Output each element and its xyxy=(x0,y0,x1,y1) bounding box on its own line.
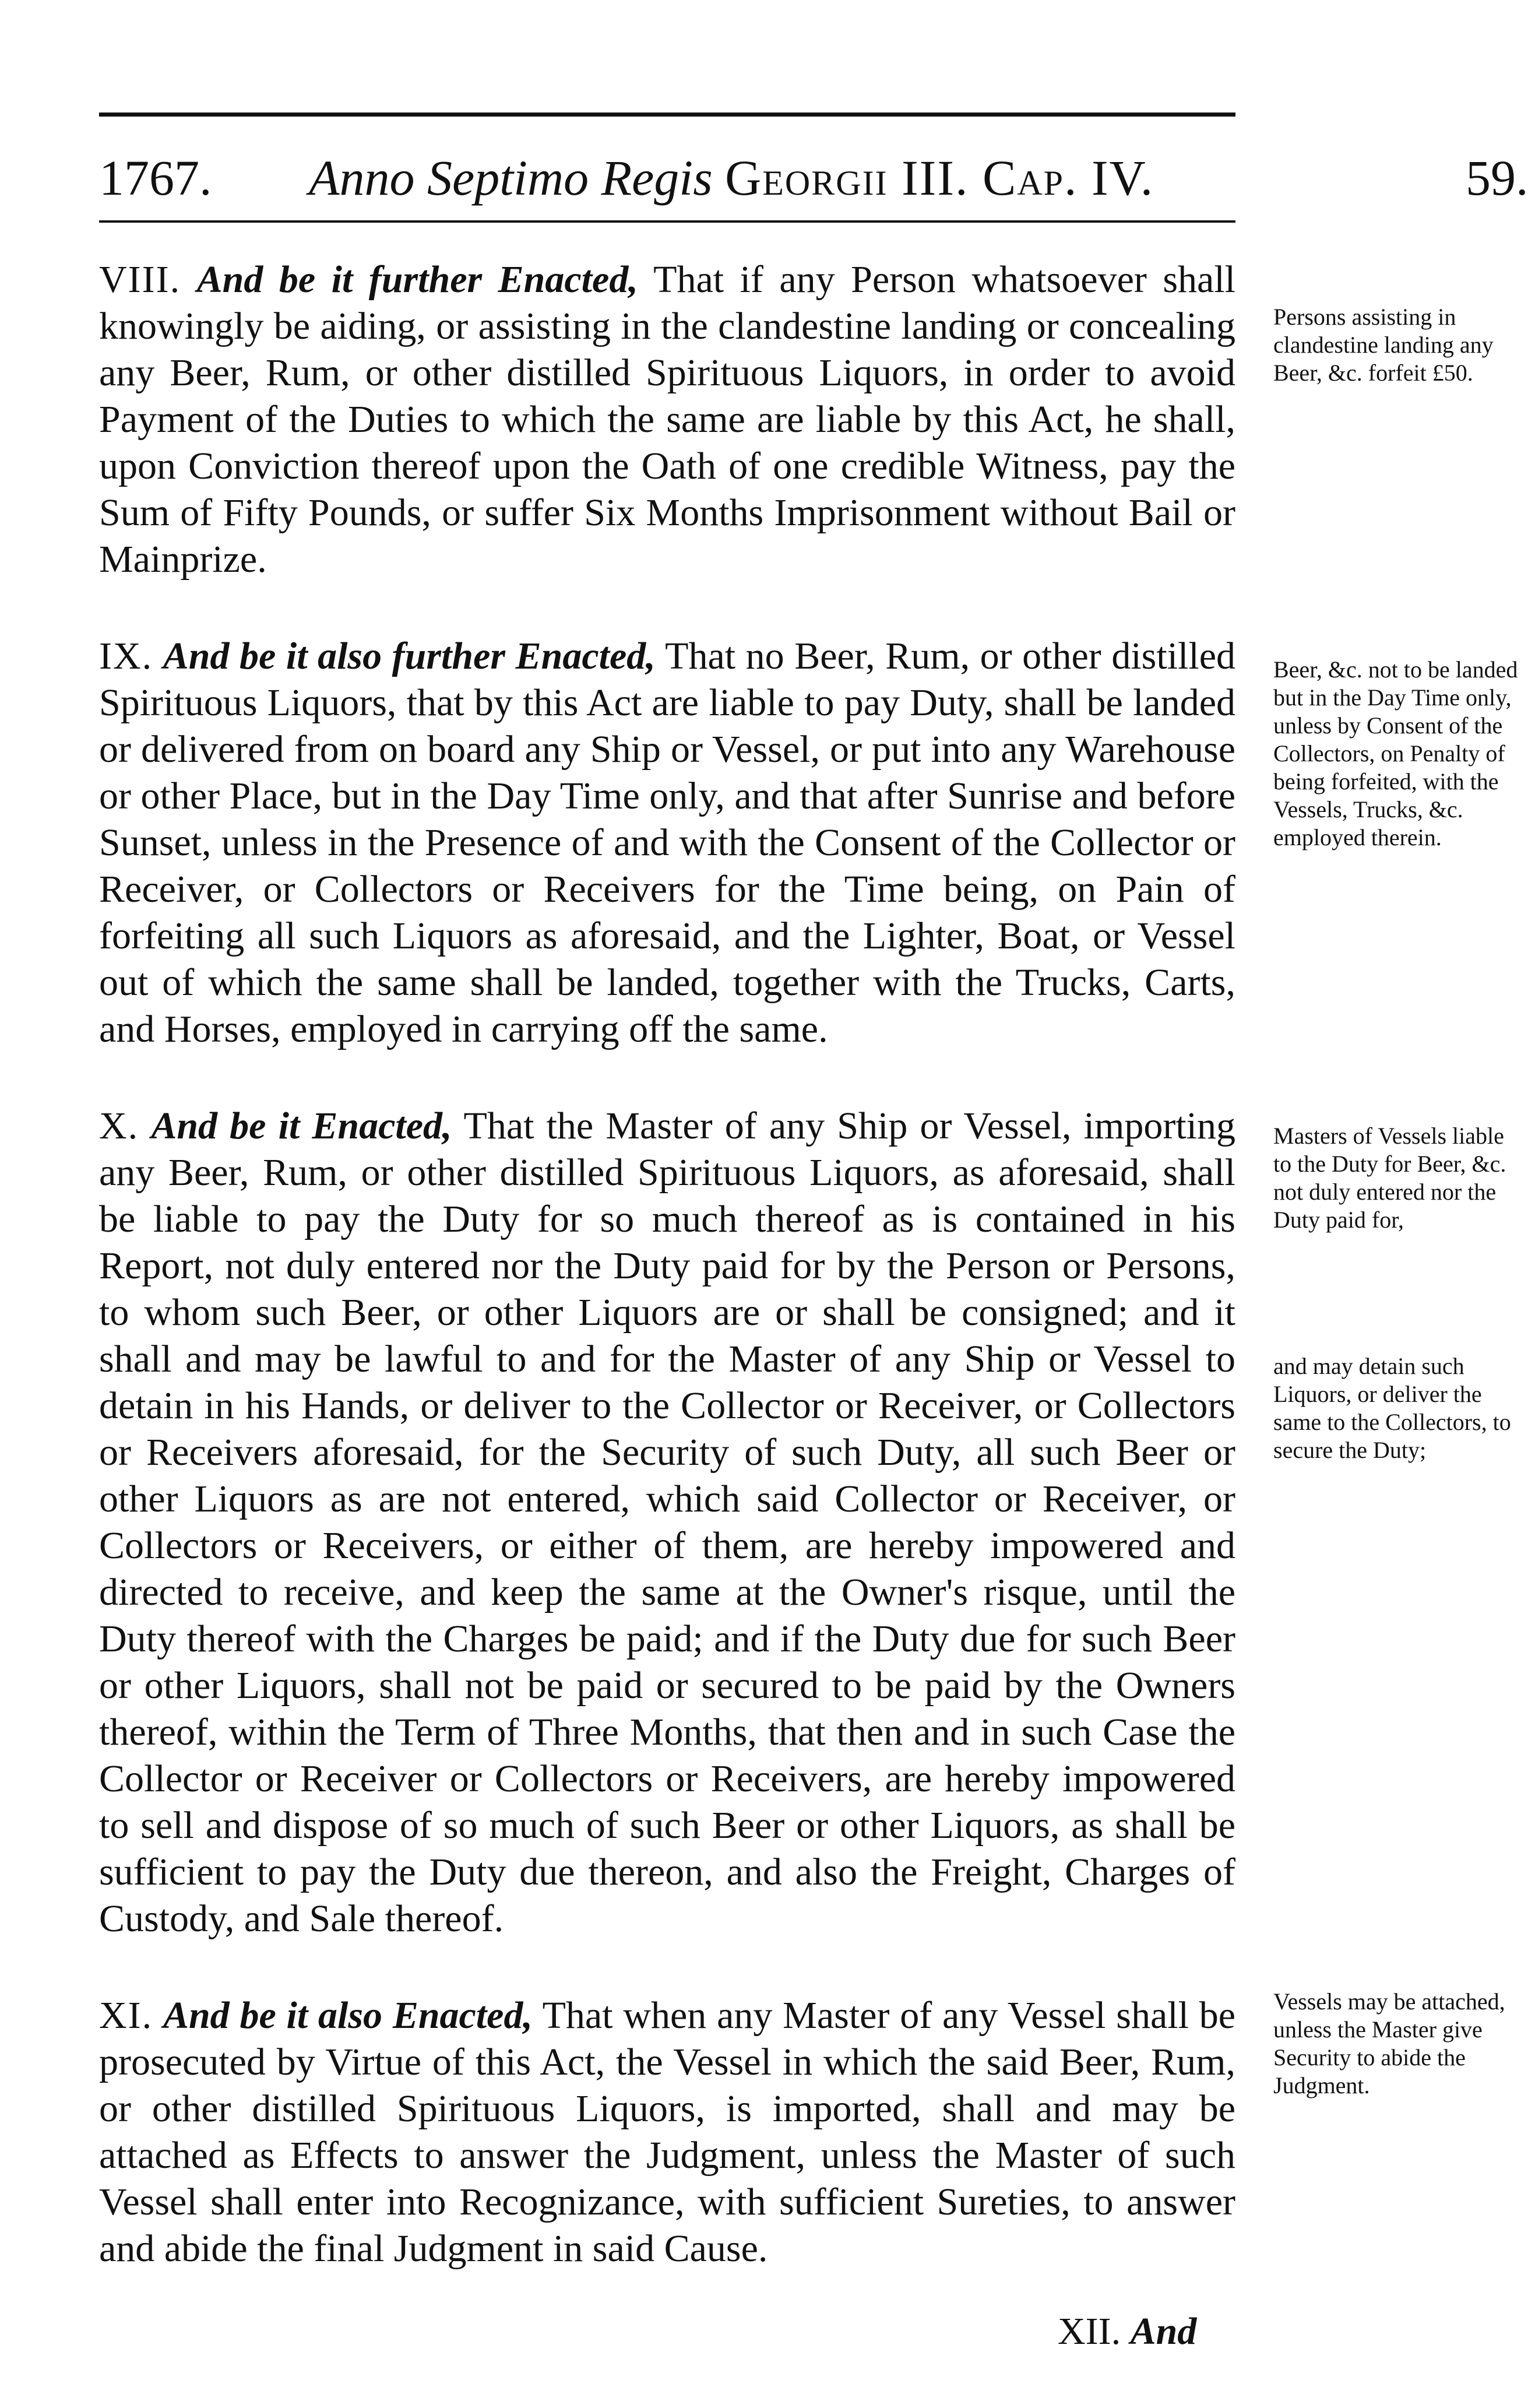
section-text: That when any Master of any Vessel shall be prosecuted by Virtue of this Act, the Vessel in which the said Beer, Rum, or other distilled Spirituous Liquors, is imported, shall and may be attached as Effects to answer the Judgment, unless the Master of such Vessel shall enter into Recognizance, with sufficient Sureties, to answer and abide the final Judgment in said Cause. xyxy=(99,1994,1236,2270)
enacting-clause: And be it also Enacted, xyxy=(163,1994,533,2037)
margin-note-x-detain: and may detain such Liquors, or deliver the same to the Collectors, to secure the Duty; xyxy=(1273,1353,1511,1463)
running-title xyxy=(309,146,1154,210)
catchword-word: And xyxy=(1130,2310,1197,2353)
enacting-clause: And be it further Enacted, xyxy=(196,258,638,301)
margin-note-ix: Beer, &c. not to be landed but in the Day Time only, unless by Consent of the Collectors, on Penalty of being forfeited, with the Vessels, Trucks, &c. employed therein. xyxy=(1273,656,1518,850)
section-text: That no Beer, Rum, or other distilled Spirituous Liquors, that by this Act are liable to pay Duty, shall be landed or delivered from on board any Ship or Vessel, or put into any Warehouse or other Place, but in the Day Time only, and that after Sunrise and before Sunset, unless in the Presence of and with the Consent of the Collector or Receiver, or Collectors or Receivers for the Time being, on Pain of forfeiting all such Liquors as aforesaid, and the Lighter, Boat, or Vessel out of which the same shall be landed, together with the Trucks, Carts, and Horses, employed in carrying off the same. xyxy=(99,635,1236,1050)
catchword xyxy=(1058,2308,1196,2355)
section-xi xyxy=(99,1992,1235,2272)
margin-note-viii: Persons assisting in clandestine landing any Beer, &c. forfeit £50. xyxy=(1273,304,1494,386)
margin-note-x-liability: Masters of Vessels liable to the Duty for Beer, &c. not duly entered nor the Duty paid for, xyxy=(1273,1123,1506,1233)
header-year: 1767. xyxy=(99,150,212,206)
section-x xyxy=(99,1103,1235,1942)
section-text: That the Master of any Ship or Vessel, importing any Beer, Rum, or other distilled Spirituous Liquors, as aforesaid, shall be liable to pay the Duty for so much thereof as is contained in his Report, not duly entered nor the Duty paid for by the Person or Persons, to whom such Beer, or other Liquors are or shall be consigned; and it shall and may be lawful to and for the Master of any Ship or Vessel to detain in his Hands, or deliver to the Collector or Receiver, or Collectors or Receivers aforesaid, for the Security of such Duty, all such Beer or other Liquors as are not entered, which said Collector or Receiver, or Collectors or Receivers, or either of them, are hereby impowered and directed to receive, and keep the same at the Owner's risque, until the Duty thereof with the Charges be paid; and if the Duty due for such Beer or other Liquors, shall not be paid or secured to be paid by the Owners thereof, within the Term of Three Months, that then and in such Case the Collector or Receiver or Collectors or Receivers, are hereby impowered to sell and dispose of so much of such Beer or other Liquors, as shall be sufficient to pay the Duty due thereon, and also the Freight, Charges of Custody, and Sale thereof. xyxy=(99,1105,1236,1940)
page-header xyxy=(99,146,1527,210)
section-number: VIII. xyxy=(99,258,181,301)
section-number: XI. xyxy=(99,1994,153,2037)
section-viii xyxy=(99,256,1235,583)
statute-body xyxy=(99,256,1235,2272)
section-text: That if any Person whatsoever shall knowingly be aiding, or assisting in the clandestine landing or concealing any Beer, Rum, or other distilled Spirituous Liquors, in order to avoid Payment of the Duties to which the same are liable by this Act, he shall, upon Conviction thereof upon the Oath of one credible Witness, pay the Sum of Fifty Pounds, or suffer Six Months Imprisonment without Bail or Mainprize. xyxy=(99,258,1236,581)
section-number: IX. xyxy=(99,635,153,677)
enacting-clause: And be it Enacted, xyxy=(151,1105,452,1147)
running-title-chapter: Georgii III. Cap. IV. xyxy=(725,150,1154,206)
section-ix xyxy=(99,633,1235,1053)
running-title-regnal-year: Anno Septimo Regis xyxy=(309,150,713,206)
page-number: 59. xyxy=(1466,150,1529,206)
enacting-clause: And be it also further Enacted, xyxy=(163,635,656,677)
header-bottom-rule xyxy=(99,220,1235,223)
section-number: X. xyxy=(99,1105,139,1147)
header-top-rule xyxy=(99,113,1235,117)
catchword-number: XII. xyxy=(1058,2310,1121,2353)
margin-note-xi: Vessels may be attached, unless the Master give Security to abide the Judgment. xyxy=(1273,1988,1505,2098)
